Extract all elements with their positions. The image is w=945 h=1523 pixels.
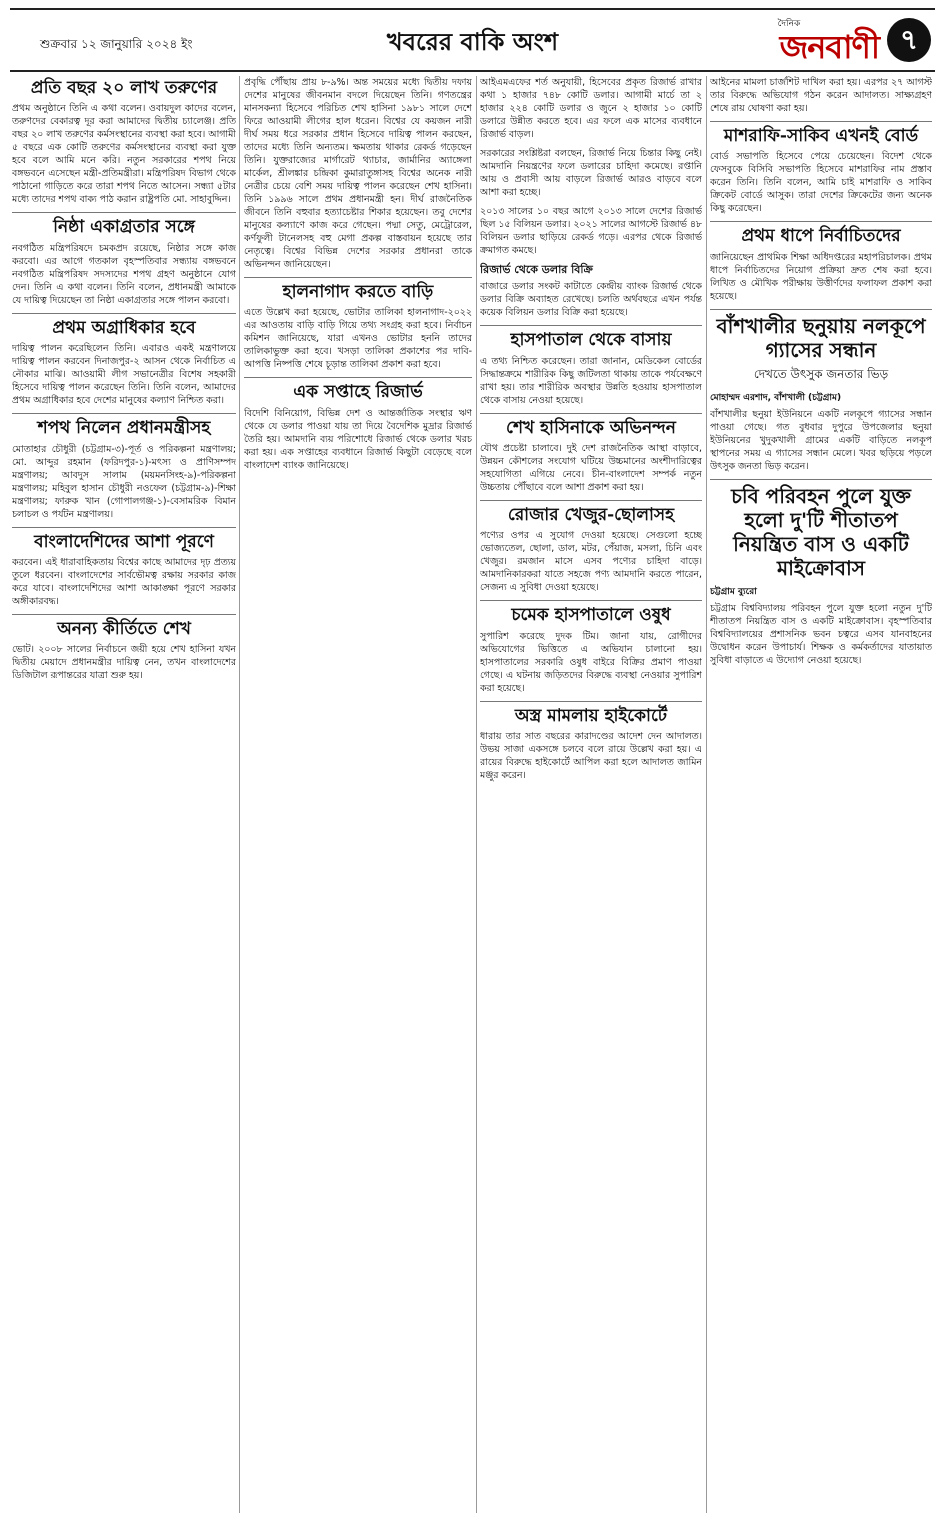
article-headline: প্রথম ধাপে নির্বাচিতদের: [741, 226, 901, 247]
article: [710, 76, 932, 115]
column-divider: [706, 76, 707, 1513]
logo-name: জনবাণী: [779, 28, 879, 66]
article-body: জানিয়েছেন প্রাথমিক শিক্ষা অধিদপ্তরের মহাপরিচালক। প্রথম ধাপে নির্বাচিতদের নিয়োগ প্রক্রিয়া দ্রুত শেষ করা হবে। লিখিত ও মৌখিক পরীক্ষায় উত্তীর্ণদের ফলাফল প্রকাশ করা হয়েছে।: [710, 251, 932, 302]
article-headline: শপথ নিলেন প্রধানমন্ত্রীসহ: [37, 418, 211, 439]
article: [12, 318, 236, 407]
article-headline: চবি পরিবহন পুলে যুক্ত হলো দু'টি শীতাতপ নিয়ন্ত্রিত বাস ও একটি মাইক্রোবাস: [731, 483, 911, 580]
article-separator: [480, 413, 702, 414]
article-headline: বাঁশখালীর ছনুয়ায় নলকূপে গ্যাসের সন্ধান: [716, 313, 926, 362]
article-headline: নিষ্ঠা একাগ্রতার সঙ্গে: [53, 217, 195, 238]
article-body: যৌথ প্রচেষ্টা চালাবে। দুই দেশ রাজনৈতিক আস্থা বাড়াবে, উন্নয়ন কৌশলের সংযোগ ঘটিয়ে উচ্চমানের অংশীদারিত্বের সহযোগিতা এগিয়ে নেবে। চীন-বাংলাদেশ সম্পর্ক নতুন উচ্চতায় পৌঁছাবে বলে আশা প্রকাশ করা হয়।: [480, 442, 702, 493]
article: [244, 282, 472, 371]
article-body: প্রথম অনুষ্ঠানে তিনি এ কথা বলেন। ওবায়দুল কাদের বলেন, তরুণদের বেকারত্ব দূর করা আমাদের দ্বিতীয় চ্যালেঞ্জ। প্রতি বছর ২০ লাখ তরুণের কর্মসংস্থানের ব্যবস্থা করা হবে। আগামী ৫ বছরে এক কোটি তরুণের কর্মসংস্থানের ব্যবস্থা করা যুক্ত হবে বলে আমি মনে করি। নতুন সরকারের শপথ নিয়ে বঙ্গভবনে এসেছেন মন্ত্রী-প্রতিমন্ত্রীরা। মন্ত্রিপরিষদ বিভাগ থেকে পাঠানো গাড়িতে করে তারা শপথ নিতে আসেন। সন্ধ্যা ৫টার মধ্যে তাদের শপথ বাক্য পাঠ করান রাষ্ট্রপতি মো. সাহাবুদ্দিন।: [12, 103, 236, 206]
column-3: [480, 76, 702, 1513]
article-body: ভোট। ২০০৮ সালের নির্বাচনে জয়ী হয়ে শেখ হাসিনা যখন দ্বিতীয় মেয়াদে প্রধানমন্ত্রীর দায়িত্ব নেন, তখন বাংলাদেশের ডিজিটাল রূপান্তরের যাত্রা শুরু হয়।: [12, 644, 236, 682]
article: [244, 382, 472, 471]
article-body: ২০১৩ সালের ১০ বছর আগে ২০১৩ সালে দেশের রিজার্ভ ছিল ১৫ বিলিয়ন ডলার। ২০২১ সালের আগস্টে রিজার্ভ ৪৮ বিলিয়ন ডলার ছাড়িয়ে রেকর্ড গড়ে। এরপর থেকে রিজার্ভ ক্রমাগত কমছে।: [480, 206, 702, 256]
article-separator: [710, 479, 932, 480]
article: [710, 314, 932, 473]
article-separator: [12, 212, 236, 213]
article: [12, 217, 236, 306]
article-body: বাঁশখালীর ছনুয়া ইউনিয়নে একটি নলকূপে গ্যাসের সন্ধান পাওয়া গেছে। গত বুধবার দুপুরে উপজেলার ছনুয়া ইউনিয়নের খুদুকখালী গ্রামের একটি বাড়িতে নলকূপ স্থাপনের সময় এ গ্যাসের সন্ধান মেলে। খবর ছড়িয়ে পড়লে উৎসুক জনতা ভিড় করেন।: [710, 408, 932, 472]
article: [480, 706, 702, 782]
article-separator: [710, 121, 932, 122]
article-headline: অস্ত্র মামলায় হাইকোর্টে: [514, 705, 668, 726]
article: [12, 619, 236, 682]
article-body: আইনের মামলা চার্জশিট দাখিল করা হয়। এরপর ২৭ আগস্ট তার বিরুদ্ধে অভিযোগ গঠন করেন আদালত। সাক্ষ্যগ্রহণ শেষে রায় ঘোষণা করা হয়।: [710, 77, 932, 114]
article: [480, 205, 702, 257]
article-body: বিদেশি বিনিয়োগ, বিভিন্ন দেশ ও আন্তর্জাতিক সংস্থার ঋণ থেকে যে ডলার পাওয়া যায় তা দিয়ে বৈদেশিক মুদ্রার রিজার্ভ তৈরি হয়। আমদানি ব্যয় পরিশোধে রিজার্ভ থেকে ডলার খরচ করা হয়। এক সপ্তাহের ব্যবধানে রিজার্ভ কিছুটা বেড়েছে বলে বাংলাদেশ ব্যাংক জানিয়েছে।: [244, 407, 472, 471]
article-body: বাজারে ডলার সংকট কাটাতে কেন্দ্রীয় ব্যাংক রিজার্ভ থেকে ডলার বিক্রি অব্যাহত রেখেছে। চলতি অর্থবছরে এখন পর্যন্ত কয়েক বিলিয়ন ডলার বিক্রি করা হয়েছে।: [480, 281, 702, 319]
article: [710, 484, 932, 667]
column-2: [244, 76, 472, 1513]
article-separator: [480, 500, 702, 501]
article-separator: [480, 600, 702, 601]
article: [480, 263, 702, 319]
article-headline: মাশরাফি-সাকিব এখনই বোর্ড: [723, 126, 919, 146]
issue-date: শুক্রবার ১২ জানুয়ারি ২০২৪ ইং: [40, 37, 193, 51]
article-headline: অনন্য কীর্তিতে শেখ: [57, 618, 191, 639]
article-separator: [244, 277, 472, 278]
article: [710, 126, 932, 215]
article: [480, 418, 702, 494]
article: [244, 76, 472, 271]
article-headline: শেখ হাসিনাকে অভিনন্দন: [506, 417, 676, 438]
article-separator: [12, 614, 236, 615]
article-separator: [480, 701, 702, 702]
article: [710, 226, 932, 302]
newspaper-logo: [777, 18, 879, 76]
article-body: প্রবৃদ্ধি পৌঁছায় প্রায় ৮-৯%। অন্ত সময়ের মধ্যে দ্বিতীয় দফায় দেশের মানুষের জীবনমান বদলে দিয়েছেন তিনি। গণতন্ত্রের মানসকন্যা হিসেবে পরিচিত শেখ হাসিনা ১৯৮১ সালে দেশে ফিরে আওয়ামী লীগের হাল ধরেন। বিশ্বের যে কয়জন নারী দীর্ঘ সময় ধরে সরকার প্রধান হিসেবে দায়িত্ব পালন করছেন, তাদের মধ্যে তিনি অন্যতম। ক্ষমতায় থাকার রেকর্ড গড়েছেন তিনি। যুক্তরাজ্যের মার্গারেট থ্যাচার, জার্মানির অ্যাঙ্গেলা মার্কেল, শ্রীলঙ্কার চন্দ্রিকা কুমারাতুঙ্গাসহ বিশ্বের অনেক নারী নেত্রীর চেয়ে বেশি সময় দায়িত্ব পালন করেছেন শেখ হাসিনা। তিনি ১৯৯৬ সালে প্রথম প্রধানমন্ত্রী হন। দীর্ঘ রাজনৈতিক জীবনে তিনি বহুবার হত্যাচেষ্টার শিকার হয়েছেন। তবু দেশের মানুষের কল্যাণে কাজ করে গেছেন। পদ্মা সেতু, মেট্রোরেল, কর্ণফুলী টানেলসহ বহু মেগা প্রকল্প বাস্তবায়ন হয়েছে তার নেতৃত্বে। বিশ্বের বিভিন্ন দেশের সরকার প্রধানরা তাকে অভিনন্দন জানিয়েছেন।: [244, 77, 472, 270]
article-body: সরকারের সংশ্লিষ্টরা বলছেন, রিজার্ভ নিয়ে চিন্তার কিছু নেই। আমদানি নিয়ন্ত্রণের ফলে ডলারের চাহিদা কমেছে। রপ্তানি আয় ও প্রবাসী আয় বাড়লে রিজার্ভ আরও বাড়বে বলে আশা করা হচ্ছে।: [480, 148, 702, 198]
column-4: [710, 76, 932, 1513]
column-1: [12, 76, 236, 1513]
article: [480, 147, 702, 199]
article-separator: [710, 221, 932, 222]
logo-daily-label: দৈনিক: [777, 19, 801, 29]
article: [480, 76, 702, 141]
column-divider: [239, 76, 240, 1513]
article-body: চট্টগ্রাম বিশ্ববিদ্যালয় পরিবহন পুলে যুক্ত হলো নতুন দু'টি শীতাতপ নিয়ন্ত্রিত বাস ও একটি মাইক্রোবাস। বৃহস্পতিবার বিশ্ববিদ্যালয়ের প্রশাসনিক ভবন চত্বরে এসব যানবাহনের উদ্বোধন করেন উপাচার্য। শিক্ষক ও কর্মকর্তাদের যাতায়াত সুবিধা বাড়াতে এ উদ্যোগ নেওয়া হয়েছে।: [710, 602, 932, 666]
article-headline: বাংলাদেশিদের আশা পূরণে: [34, 531, 214, 552]
article-separator: [12, 413, 236, 414]
article-body: করবেন। এই ধারাবাহিকতায় বিশ্বের কাছে আমাদের দৃঢ় প্রত্যয় তুলে ধরবেন। বাংলাদেশের সার্বভৌমত্ব রক্ষায় সরকার কাজ করে যাবে। বাংলাদেশিদের আশা আকাঙ্ক্ষা পূরণে সরকার অঙ্গীকারবদ্ধ।: [12, 556, 236, 607]
masthead-rule: [10, 70, 935, 72]
article-headline: হালনাগাদ করতে বাড়ি: [282, 282, 434, 302]
article-headline: প্রথম অগ্রাধিকার হবে: [52, 317, 196, 338]
page-number: ৭: [887, 18, 931, 62]
page-title: খবরের বাকি অংশ: [386, 27, 559, 56]
article-body: দায়িত্ব পালন করেছিলেন তিনি। এবারও একই মন্ত্রণালয়ে দায়িত্ব পালন করবেন দিনাজপুর-২ আসন থেকে নির্বাচিত এ নৌকার মাঝি। আওয়ামী লীগ সভানেত্রীর বিশেষ সহকারী হিসেবে দায়িত্ব পালন করেছেন তিনি। তিনি বলেন, আমাদের প্রথম অগ্রাধিকার হবে দেশের মানুষের কল্যাণ নিশ্চিত করা।: [12, 343, 236, 407]
article: [480, 330, 702, 406]
article-headline: এক সপ্তাহে রিজার্ভ: [293, 382, 423, 403]
article-separator: [710, 309, 932, 310]
article-headline: প্রতি বছর ২০ লাখ তরুণের: [30, 78, 218, 98]
top-rule: [10, 8, 935, 10]
article-body: ধারায় তার সাত বছরের কারাদণ্ডের আদেশ দেন আদালত। উভয় সাজা একসঙ্গে চলবে বলে রায়ে উল্লেখ করা হয়। এ রায়ের বিরুদ্ধে হাইকোর্টে আপিল করা হলে আদালত জামিন মঞ্জুর করেন।: [480, 731, 702, 782]
article-separator: [480, 325, 702, 326]
article-body: আইএমএফের শর্ত অনুযায়ী, হিসেবের প্রকৃত রিজার্ভ রাখার কথা ১ হাজার ৭৪৮ কোটি ডলার। আগামী মার্চে তা ২ হাজার ২২৪ কোটি ডলার ও জুনে ২ হাজার ১০ কোটি ডলারে উন্নীত করতে হবে। এর ফলে এক মাসের ব্যবধানে রিজার্ভ বাড়ল।: [480, 77, 702, 140]
article-body: পণ্যের ওপর এ সুযোগ দেওয়া হয়েছে। সেগুলো হচ্ছে ভোজ্যতেল, ছোলা, ডাল, মটর, পেঁয়াজ, মসলা, চিনি এবং খেজুর। রমজান মাসে এসব পণ্যের চাহিদা বাড়ে। আমদানিকারকরা যাতে সহজে পণ্য আমদানি করতে পারেন, সেজন্য এ সুবিধা দেওয়া হয়েছে।: [480, 530, 702, 594]
article-body: বোর্ড সভাপতি হিসেবে পেয়ে চেয়েছেন। বিদেশ থেকে ফেসবুকে বিসিবি সভাপতি হিসেবে মাশরাফির নাম প্রস্তাব করেন তিনি। তিনি বলেন, আমি চাই মাশরাফি ও সাকিব ক্রিকেট বোর্ডে আসুক। তারা দেশের ক্রিকেটের জন্য অনেক কিছু করেছেন।: [710, 151, 932, 215]
column-divider: [476, 76, 477, 1513]
article-headline: হাসপাতাল থেকে বাসায়: [510, 330, 672, 351]
article-byline: চট্টগ্রাম ব্যুরো: [710, 586, 757, 597]
article-headline: রোজার খেজুর-ছোলাসহ: [507, 504, 675, 525]
article: [12, 418, 236, 520]
article: [480, 505, 702, 594]
article-body: এ তথ্য নিশ্চিত করেছেন। তারা জানান, মেডিকেল বোর্ডের সিদ্ধান্তক্রমে শারীরিক কিছু জটিলতা থাকায় তাকে পর্যবেক্ষণে রাখা হয়। তার শারীরিক অবস্থার উন্নতি হওয়ায় হাসপাতাল থেকে বাসায় নেওয়া হয়েছে।: [480, 355, 702, 406]
article-byline: মোহাম্মদ এরশাদ, বাঁশখালী (চট্টগ্রাম): [710, 392, 842, 403]
masthead: [10, 12, 935, 70]
article: [12, 532, 236, 608]
article-body: মোতাহার চৌধুরী (চট্টগ্রাম-৩)-পূর্ত ও পরিকল্পনা মন্ত্রণালয়; মো. আব্দুর রহমান (ফরিদপুর-১)-মৎস্য ও প্রাণিসম্পদ মন্ত্রণালয়; আবদুস সালাম (ময়মনসিংহ-৯)-পরিকল্পনা মন্ত্রণালয়; মহিবুল হাসান চৌধুরী নওফেল (চট্টগ্রাম-৯)-শিক্ষা মন্ত্রণালয়; ফারুক খান (গোপালগঞ্জ-১)-বেসামরিক বিমান চলাচল ও পর্যটন মন্ত্রণালয়।: [12, 443, 236, 520]
article-body: নবগঠিত মন্ত্রিপরিষদে চমকপ্রদ রয়েছে, নিষ্ঠার সঙ্গে কাজ করবো। এর আগে গতকাল বৃহস্পতিবার সন্ধ্যায় বঙ্গভবনে নবগঠিত মন্ত্রিপরিষদ সদস্যদের শপথ গ্রহণ অনুষ্ঠানে যোগ দেন। তিনি এ কথা বলেন। তিনি বলেন, প্রধানমন্ত্রী আমাকে যে দায়িত্ব দিয়েছেন তা নিষ্ঠা একাগ্রতার সঙ্গে পালন করবো।: [12, 242, 236, 306]
article: [480, 605, 702, 694]
article: [12, 78, 236, 206]
article-body: এতে উল্লেখ করা হয়েছে, ভোটার তালিকা হালনাগাদ-২০২২ এর আওতায় বাড়ি বাড়ি গিয়ে তথ্য সংগ্রহ করা হবে। নির্বাচন কমিশন জানিয়েছে, যারা এখনও ভোটার হননি তাদের তালিকাভুক্ত করা হবে। খসড়া তালিকা প্রকাশের পর দাবি-আপত্তি নিষ্পত্তি শেষে চূড়ান্ত তালিকা প্রকাশ করা হবে।: [244, 307, 472, 371]
article-separator: [244, 377, 472, 378]
article-separator: [12, 313, 236, 314]
article-body: সুপারিশ করেছে দুদক টিম। জানা যায়, রোগীদের অভিযোগের ভিত্তিতে এ অভিযান চালানো হয়। হাসপাতালের সরকারি ওষুধ বাইরে বিক্রির প্রমাণ পাওয়া গেছে। এ ঘটনায় জড়িতদের বিরুদ্ধে ব্যবস্থা নেওয়ার সুপারিশ করা হয়েছে।: [480, 630, 702, 694]
article-separator: [12, 527, 236, 528]
article-subheadline: দেখতে উৎসুক জনতার ভিড়: [753, 366, 889, 381]
article-headline: চমেক হাসপাতালে ওষুধ: [511, 605, 671, 626]
article-subheading: রিজার্ভ থেকে ডলার বিক্রি: [480, 263, 593, 276]
